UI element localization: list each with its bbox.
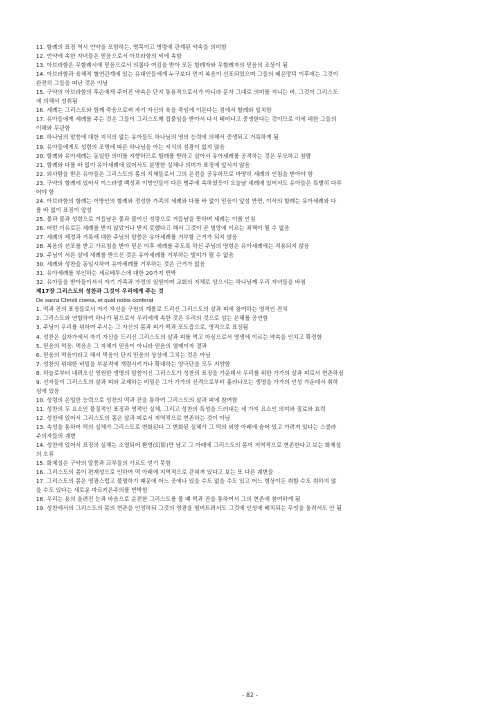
text-line: 6. 믿음의 먹음이라고 해서 먹음이 단지 믿음의 상상에 그치는 것은 아님: [36, 352, 211, 359]
text-line: 15. 구약의 아브라함의 후손에게 주어진 약속은 단지 통용적으로서가 아니라 문자 그대로 의미를 지니는 바, 그것이 그리스도: [36, 90, 339, 97]
text-line: 를 바 없이 표징이 앞섬: [36, 207, 92, 214]
text-line: 의 오류: [36, 452, 54, 459]
text-line: 28. 복음의 선포를 받고 가르침을 받아 믿은 이후 세례를 주도록 하신 주님의 명령은 유아세례에는 적용되지 않음: [36, 244, 310, 251]
text-line: 16. 그리스도의 몸이 편재성으로 인하여 떡 아래에 지역적으로 갇혀져 있다고 보는 또 다른 궤변들: [36, 470, 274, 477]
text-line: 17. 그리스도의 몸은 영광스럽고 불멸하기 때문에 어느 곳에나 있을 수도 없을 수도 있고 어느 형상이든 취할 수도 취하지 않: [36, 479, 337, 486]
text-line: 7. 성찬의 위대한 비밀을 부분적에 개렴시키거나 확대하는 양극단을 모두 지양함: [36, 361, 231, 368]
text-line: 16. 세례는 그리스도와 함께 죽음으로써 자기 자신의 육을 죽임에 이른다는 점에서 할례와 일치함: [36, 108, 272, 115]
text-line: 21. 할례와 다를 바 없이 유아세례에 있어서도 분명한 실체나 의미가 표징에 앞서지 않음: [36, 162, 250, 169]
text-line: 어야 함: [36, 189, 54, 196]
text-line: 14. 성찬에 있어서 표징의 실체는 소멸되어 환영(幻影)만 남고 그 아래에 그리스도의 몸이 지역적으로 현존한다고 보는 화체설: [36, 443, 342, 450]
text-line: 12. 언약에 속한 자녀들은 믿음으로서 아브라함의 씨에 속함: [36, 54, 182, 61]
text-line: 10. 성령의 은밀한 능력으로 성찬의 떡과 잔을 통하여 그리스도의 살과 피에 참여함: [36, 397, 238, 404]
text-line: 이해와 무관함: [36, 126, 71, 133]
text-line: 15. 화체설은 구약의 말씀과 교부들의 가르도 얻기 못함: [36, 461, 171, 468]
text-line: 13. 아브라함은 무할례시에 믿음으로서 의롭다 여김을 받아 모든 할례자와 무할례자의 믿음의 조상이 됨: [36, 63, 288, 70]
text-line: 17. 유아들에게 세례를 주는 것은 그들이 그리스도께 접붙임을 받아서 다시 태어나고 중생한다는 것이므로 이에 대한 그들의: [36, 117, 337, 124]
text-line: 29. 주님이 서른 살에 세례를 받으신 것은 유아세례를 거부하는 빌미가 될 수 없음: [36, 253, 234, 260]
text-line: 13. 속성을 통하여 떡의 실체가 그리스도로 변화된다 그 변화된 실체가 그 떡의 외양 아래에 숨어 있고 가려져 있다는 스콜라: [36, 424, 337, 431]
text-line: 26. 어떤 이유로든 세례를 받지 않았거나 받지 못했다고 해서 그것이 곧 멸망에 이르는 죄책이 될 수 없음: [36, 225, 290, 232]
text-line: 11. 할례의 표징 역시 언약을 포함하는, 명목이고 명령에 관계된 약속을 의미함: [36, 45, 227, 51]
text-line: 1. 떡과 잔의 표징들로서 자기 자신을 구원의 계몰로 드리신 그리스도의 살과 피에 참여하는 영적인 잔치: [36, 307, 288, 314]
text-line: 30. 세례와 성찬을 동일시하여 유아세례를 거부하는 것은 근거가 없음: [36, 262, 206, 269]
text-line: 2. 그리스도와 연합하여 하나가 됨으로서 우리에게 속한 것은 우리의 것으로 삼는 은혜를 공연함: [36, 316, 269, 323]
text-line: 주의자들의 궤변: [36, 434, 76, 441]
text-line: 을 수도 있다는 새로운 마르키온주의를 반박함: [36, 488, 148, 495]
page-number: - 82 -: [242, 692, 258, 699]
text-line: 25. 물과 불과 성령으로 거듭남은 물과 불이신 성령으로 거듭남을 뜻하며 세례는 이를 인침: [36, 216, 256, 223]
text-line: 14. 아브라함과 육체적 혈연관계에 있는 유대인들에게 누구보다 먼저 복음이 선포되었으며 그들의 배은망덕 이후에는 그것이: [36, 72, 339, 79]
chapter-subtitle: De sacra Christi coena, et quid nobis conferat: [36, 298, 154, 305]
text-line: 에 의해서 성취됨: [36, 99, 78, 106]
text-line: 23. 구약의 할례에 있어서 이스라엘 백성과 이방인들이 다른 범주에 속하였듯이 오늘날 세례에 있어서도 유아들은 특별히 다루: [36, 180, 342, 187]
text-line: 12. 성찬에 있어서 그리스도의 몸은 살과 피로서 지역적으로 현존하는 것이 아님: [36, 415, 231, 422]
text-line: 19. 유아들에게도 성령의 조명에 따른 하나님을 아는 지식의 섬광이 없지 않음: [36, 144, 225, 151]
text-line: 5. 믿음의 먹음: 먹음은 그 자체가 믿음이 아니라 믿음의 열매이자 결과: [36, 343, 207, 350]
text-line: 27. 세례의 제정과 거룩에 대한 주님의 말씀은 유아세례를 거부할 근거가 되지 않음: [36, 234, 238, 241]
text-line: 24. 아브라함의 할례는 이방인의 할례와 정성한 가족의 세례와 다를 바 없이 믿음이 앞섬 반면, 이삭의 할례는 유아세례와 다: [36, 198, 337, 205]
text-line: 31. 유아세례를 부인하는 세르베투스에 대한 20가지 반박: [36, 271, 177, 278]
text-line: 32. 유아들을 받아들이셔서 자기 가족과 가정의 일원이며 교회의 지체로 삼으시는 하나님께 우리 자녀들을 바침: [36, 280, 306, 287]
text-line: 22. 외사람을 받은 유아들은 그리스도의 몸의 지체들로서 그의 은전을 공유하므로 마땅히 세례의 인침을 받아야 함: [36, 171, 313, 178]
text-line: 11. 성찬의 두 요소인 물질적인 표징과 영적인 실체, 그리고 성찬의 특성을 드러내는 세 가지 요소인 의미와 질료와 효력: [36, 406, 326, 413]
text-line: 20. 할례와 유아세례는 동일한 의미를 지향하므로 할례를 받하고 살아서 유아세례를 공격하는 것은 무모하고 참람: [36, 153, 312, 160]
chapter-heading: 제17장 그리스도의 성찬과 그것이 우리에게 주는 것: [36, 289, 164, 296]
text-line: 19. 성찬에서의 그리스도의 몸의 현존을 인정하되 그것의 영광을 떨어트려서도 그것에 인성에 배치되는 무엇을 돌려서도 안 됨: [36, 506, 342, 513]
text-line: 18. 하나님의 말씀에 대한 지식의 없는 유아들도 하나님의 영의 능력에 의해서 중생되고 거룩하게 됨: [36, 135, 279, 142]
text-line: 9. 신자들이 그리스도의 살과 피와 교제하는 비밀은 그가 가가의 신격으로부터 흘러나오는 생명을 가가의 인성 가운데서 취하: [36, 379, 339, 386]
text-line: 4. 성찬은 십자가에서 자기 자신을 드리신 그리스도의 살과 피를 먹고 마심으로서 영생에 이르는 약속을 인치고 확정함: [36, 334, 322, 341]
text-line: 8. 하늘로부터 내려오신 영원한 생명의 말씀이신 그리스도가 성찬의 표징을 가운데서 우리를 위한 가가의 살과 피로서 현존하심: [36, 370, 344, 377]
text-line: 3. 주님이 우리를 위하여 주시는 그 자신의 몸과 피가 떡과 포도즙으로, 영적으로 표상됨: [36, 325, 249, 332]
text-line: 심에 있음: [36, 388, 60, 395]
text-line: 18. 우리는 용의 올려진 눈과 마음으로 순전한 그리스도를 볼 때 떡과 잔을 통하여서 그의 현존에 참여하게 됨: [36, 497, 301, 504]
text-line: 완전히 그들을 떠난 것은 아님: [36, 81, 108, 88]
